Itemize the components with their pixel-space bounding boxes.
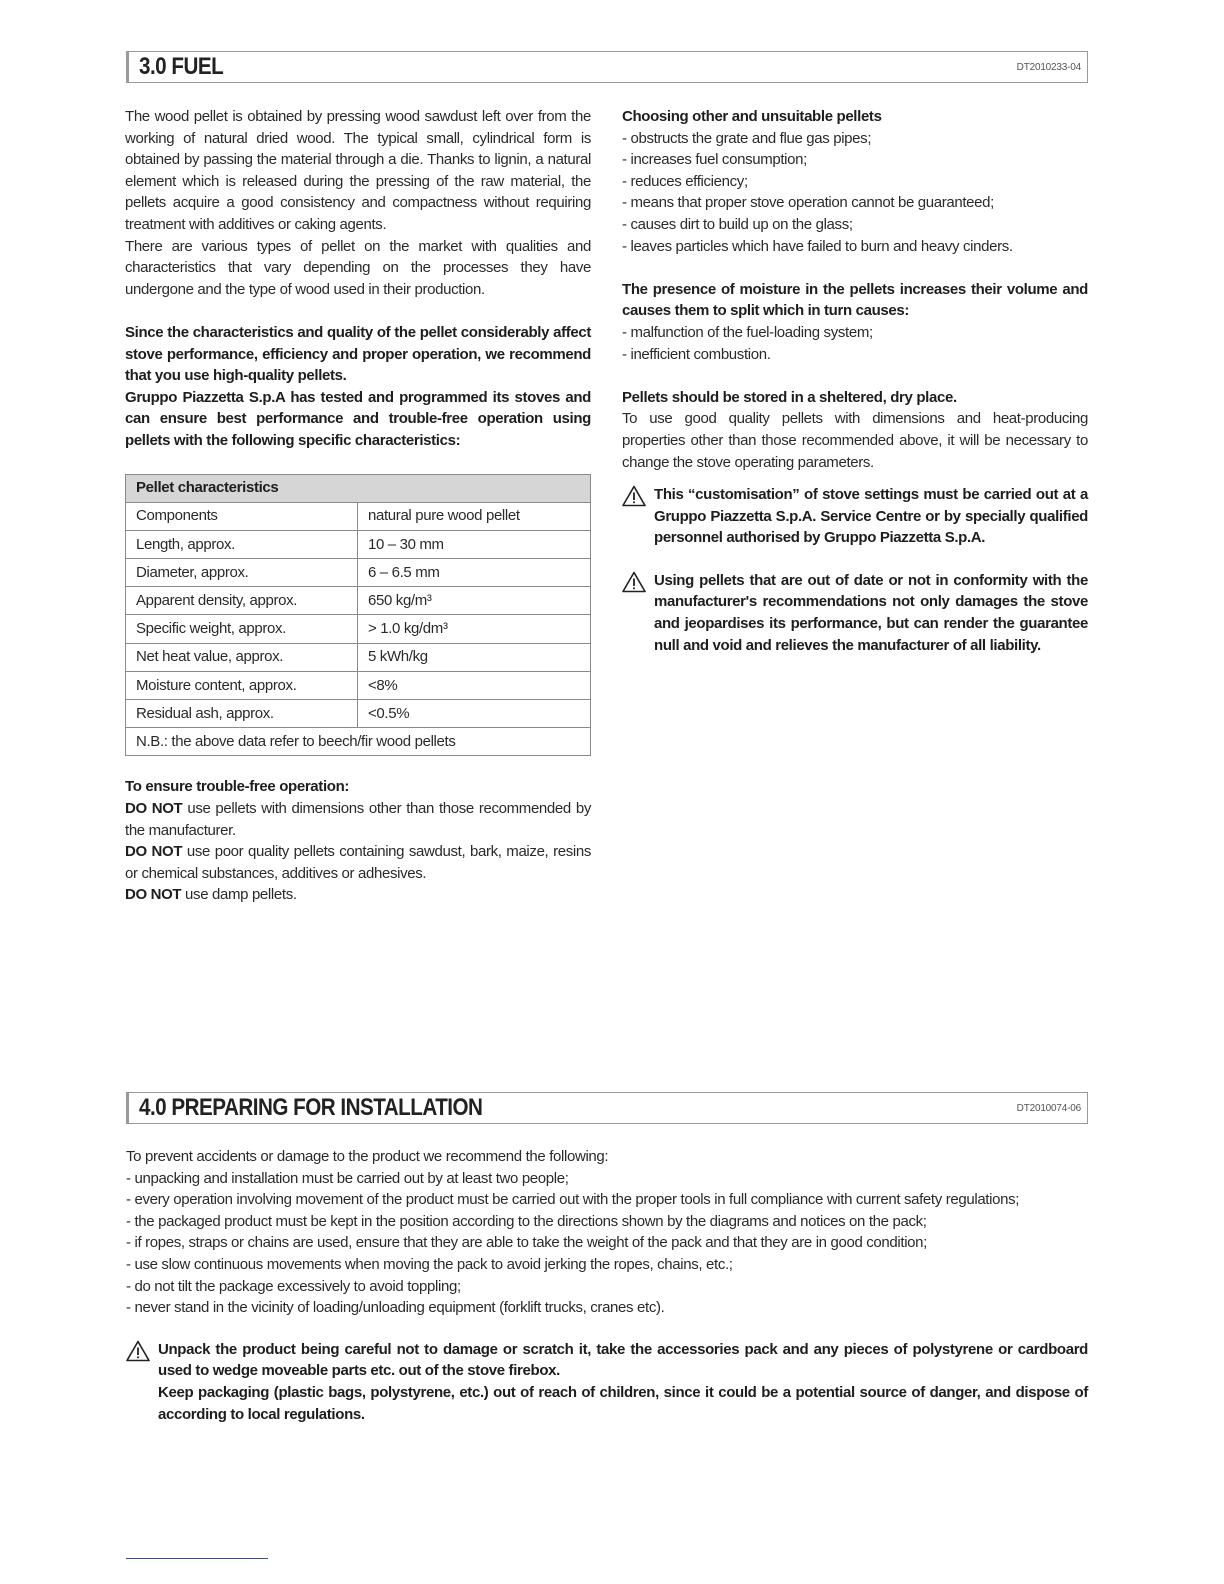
unpacking-warning xyxy=(126,1339,1088,1425)
liability-warning xyxy=(622,570,1088,656)
table-cell-label: Net heat value, approx. xyxy=(126,643,358,671)
list-item: - use slow continuous movements when moving the pack to avoid jerking the ropes, chains, etc.; xyxy=(126,1255,733,1273)
table-cell-label: Residual ash, approx. xyxy=(126,700,358,728)
do-not-label: DO NOT xyxy=(125,886,182,904)
moisture-heading: The presence of moisture in the pellets increases their volume and causes them to split which in turn causes: xyxy=(622,280,1088,320)
storage-heading: Pellets should be stored in a sheltered, dry place. xyxy=(622,388,957,406)
table-cell-value: <0.5% xyxy=(358,700,591,728)
table-cell-label: Specific weight, approx. xyxy=(126,615,358,643)
table-cell-value: <8% xyxy=(358,671,591,699)
fuel-left-column xyxy=(125,106,591,906)
ensure-operation-heading: To ensure trouble-free operation: xyxy=(125,778,350,796)
table-cell-label: Moisture content, approx. xyxy=(126,671,358,699)
packaging-warning-text: Keep packaging (plastic bags, polystyrene, etc.) out of reach of children, since it could be a potential source of danger, and dispose of according to local regulations. xyxy=(158,1383,1088,1423)
list-item: - never stand in the vicinity of loading/unloading equipment (forklift trucks, cranes etc). xyxy=(126,1299,665,1317)
table-cell-value: 5 kWh/kg xyxy=(358,643,591,671)
install-section-code: DT2010074-06 xyxy=(1016,1102,1081,1114)
do-not-label: DO NOT xyxy=(125,799,183,817)
table-row xyxy=(126,587,591,615)
table-cell-value: > 1.0 kg/dm³ xyxy=(358,615,591,643)
table-row xyxy=(126,502,591,530)
fuel-pellet-types-paragraph: There are various types of pellet on the market with qualities and characteristics that vary depending on the processes they have undergone and the type of wood used in their production. xyxy=(125,237,591,298)
fuel-section-code: DT2010233-04 xyxy=(1016,61,1081,73)
unsuitable-pellets-heading: Choosing other and unsuitable pellets xyxy=(622,108,882,125)
table-cell-value: natural pure wood pellet xyxy=(358,502,591,530)
table-cell-label: Components xyxy=(126,502,358,530)
list-item: - increases fuel consumption; xyxy=(622,151,807,169)
table-cell-value: 6 – 6.5 mm xyxy=(358,559,591,587)
install-body xyxy=(126,1146,1088,1425)
list-item: - leaves particles which have failed to burn and heavy cinders. xyxy=(622,237,1013,255)
warning-triangle-icon xyxy=(622,485,646,507)
do-not-item-damp: DO NOT use damp pellets. xyxy=(125,886,297,904)
do-not-item-dimensions: DO NOT use pellets with dimensions other than those recommended by the manufacturer. xyxy=(125,799,591,839)
liability-warning-text: Using pellets that are out of date or not in conformity with the manufacturer's recommendations not only damages the stove and jeopardises its performance, but can render the guarantee null and void and relieves the manufacturer of all liability. xyxy=(654,571,1088,654)
install-section-header xyxy=(126,1092,1088,1124)
table-row xyxy=(126,700,591,728)
fuel-intro-paragraph: The wood pellet is obtained by pressing wood sawdust left over from the working of natural dried wood. The typical small, cylindrical form is obtained by passing the material through a die. Thanks to lignin, a natural element which is released during the pressing of the raw material, the pellets acquire a good consistency and compactness without requiring treatment with additives or caking agents. xyxy=(125,108,591,233)
pellet-table-header: Pellet characteristics xyxy=(126,474,591,502)
warning-triangle-icon xyxy=(126,1340,150,1362)
list-item: - unpacking and installation must be carried out by at least two people; xyxy=(126,1169,569,1187)
table-row xyxy=(126,559,591,587)
pellet-table-note: N.B.: the above data refer to beech/fir wood pellets xyxy=(126,728,591,756)
warning-triangle-icon xyxy=(622,571,646,593)
fuel-right-column xyxy=(622,106,1088,656)
list-item: - the packaged product must be kept in the position according to the directions shown by the diagrams and notices on the pack; xyxy=(126,1212,927,1230)
list-item: - if ropes, straps or chains are used, ensure that they are able to take the weight of the pack and that they are in good condition; xyxy=(126,1234,927,1252)
do-not-item-quality: DO NOT use poor quality pellets containing sawdust, bark, maize, resins or chemical substances, additives or adhesives. xyxy=(125,843,592,882)
install-section-title: 4.0 PREPARING FOR INSTALLATION xyxy=(139,1094,483,1121)
table-row xyxy=(126,615,591,643)
table-row xyxy=(126,530,591,558)
table-cell-value: 650 kg/m³ xyxy=(358,587,591,615)
list-item: - every operation involving movement of the product must be carried out with the proper tools in full compliance with current safety regulations; xyxy=(126,1191,1020,1209)
table-cell-label: Apparent density, approx. xyxy=(126,587,358,615)
table-cell-value: 10 – 30 mm xyxy=(358,530,591,558)
fuel-tested-statement: Gruppo Piazzetta S.p.A has tested and programmed its stoves and can ensure best performance and trouble-free operation using pellets with the following specific characteristics: xyxy=(125,388,591,449)
install-intro: To prevent accidents or damage to the product we recommend the following: xyxy=(126,1148,609,1165)
customisation-warning-text: This “customisation” of stove settings must be carried out at a Gruppo Piazzetta S.p.A. Service Centre or by specially qualified personnel authorised by Gruppo Piazzetta S.p.A. xyxy=(654,486,1088,547)
table-cell-label: Length, approx. xyxy=(126,530,358,558)
pellet-characteristics-table xyxy=(125,474,591,757)
list-item: - obstructs the grate and flue gas pipes; xyxy=(622,129,872,147)
list-item: - reduces efficiency; xyxy=(622,172,748,190)
storage-paragraph: To use good quality pellets with dimensions and heat-producing properties other than those recommended above, it will be necessary to change the stove operating parameters. xyxy=(622,410,1088,471)
table-row xyxy=(126,671,591,699)
fuel-quality-recommendation: Since the characteristics and quality of the pellet considerably affect stove performance, efficiency and proper operation, we recommend that you use high-quality pellets. xyxy=(125,323,591,385)
footer-divider xyxy=(126,1558,268,1559)
list-item: - do not tilt the package excessively to avoid toppling; xyxy=(126,1277,461,1295)
do-not-label: DO NOT xyxy=(125,843,183,861)
table-cell-label: Diameter, approx. xyxy=(126,559,358,587)
list-item: - means that proper stove operation cannot be guaranteed; xyxy=(622,194,994,212)
list-item: - causes dirt to build up on the glass; xyxy=(622,215,853,233)
fuel-section-header xyxy=(126,51,1088,83)
table-row xyxy=(126,643,591,671)
customisation-warning xyxy=(622,484,1088,549)
unpacking-warning-text: Unpack the product being careful not to damage or scratch it, take the accessories pack and any pieces of polystyrene or cardboard used to wedge moveable parts etc. out of the stove firebox. xyxy=(158,1340,1088,1380)
fuel-section-title: 3.0 FUEL xyxy=(139,53,224,80)
list-item: - inefficient combustion. xyxy=(622,345,771,363)
list-item: - malfunction of the fuel-loading system; xyxy=(622,323,873,341)
